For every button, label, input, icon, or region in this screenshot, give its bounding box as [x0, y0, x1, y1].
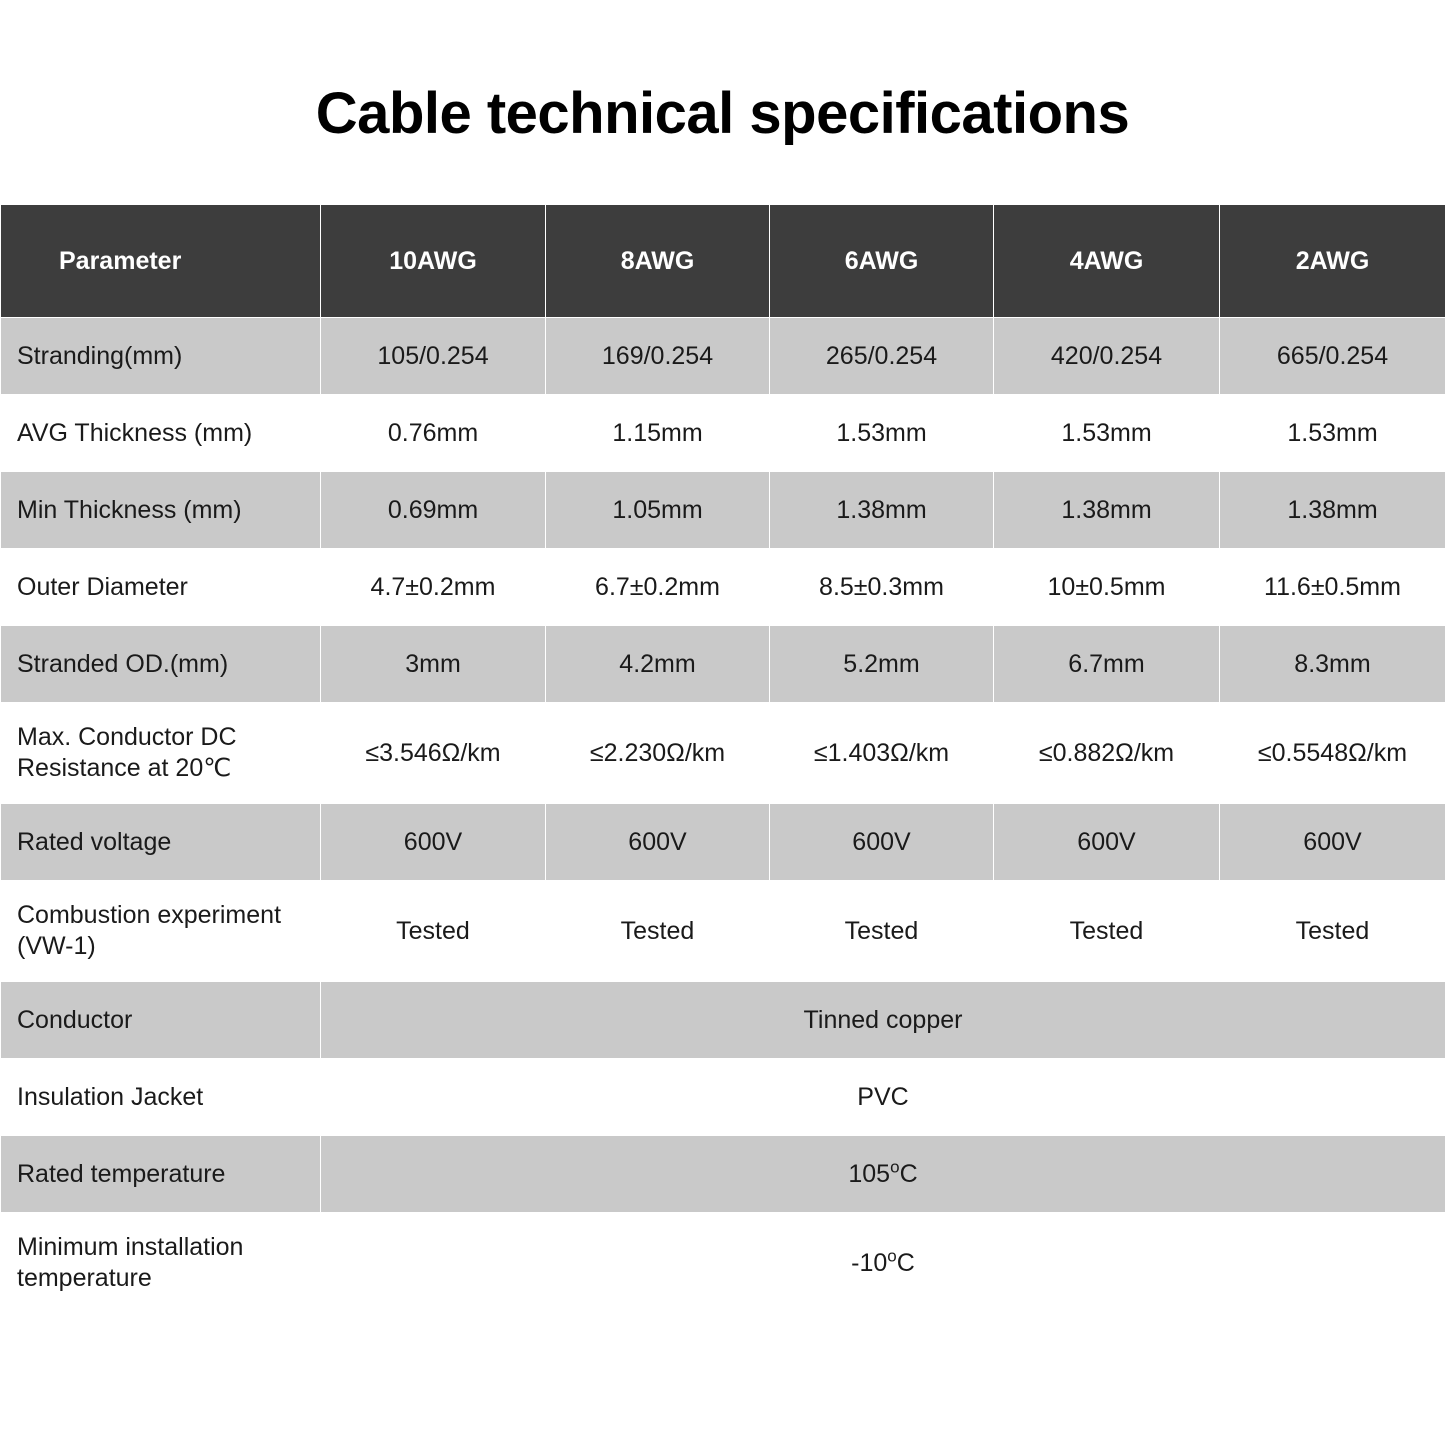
row-value: 4.2mm: [546, 625, 770, 702]
row-value: Tested: [546, 880, 770, 981]
row-value: 600V: [770, 803, 994, 880]
row-value: 8.5±0.3mm: [770, 548, 994, 625]
row-value: 1.38mm: [770, 471, 994, 548]
table-row: [1, 1135, 1445, 1212]
table-row: [1, 1212, 1445, 1313]
row-value: 5.2mm: [770, 625, 994, 702]
row-label: Conductor: [1, 981, 321, 1058]
row-value: 420/0.254: [994, 317, 1220, 394]
row-value: 600V: [994, 803, 1220, 880]
row-value: 1.15mm: [546, 394, 770, 471]
row-value: Tested: [321, 880, 546, 981]
row-value: ≤1.403Ω/km: [770, 702, 994, 803]
row-value: 1.53mm: [1220, 394, 1445, 471]
table-header-row: [1, 204, 1445, 317]
table-row: [1, 880, 1445, 981]
page-title: Cable technical specifications: [315, 81, 1130, 146]
table-row: [1, 702, 1445, 803]
row-label: Rated temperature: [1, 1135, 321, 1212]
table-row: [1, 394, 1445, 471]
table-row: [1, 625, 1445, 702]
row-value: 105/0.254: [321, 317, 546, 394]
table-header: [1, 204, 1445, 317]
row-label: Insulation Jacket: [1, 1058, 321, 1135]
row-label: Rated voltage: [1, 803, 321, 880]
column-header-10awg: 10AWG: [321, 204, 546, 317]
row-value: Tested: [1220, 880, 1445, 981]
row-value: 11.6±0.5mm: [1220, 548, 1445, 625]
row-value: 1.53mm: [770, 394, 994, 471]
row-value: 0.69mm: [321, 471, 546, 548]
row-value: 0.76mm: [321, 394, 546, 471]
table-row: [1, 317, 1445, 394]
row-value: 600V: [1220, 803, 1445, 880]
row-value: 665/0.254: [1220, 317, 1445, 394]
row-label: AVG Thickness (mm): [1, 394, 321, 471]
row-value-spanning: Tinned copper: [321, 981, 1445, 1058]
table-row: [1, 1058, 1445, 1135]
row-value: Tested: [994, 880, 1220, 981]
row-value: ≤3.546Ω/km: [321, 702, 546, 803]
row-value: 1.38mm: [1220, 471, 1445, 548]
row-label: Stranded OD.(mm): [1, 625, 321, 702]
row-value: 600V: [321, 803, 546, 880]
row-value: 3mm: [321, 625, 546, 702]
cable-spec-table: [0, 204, 1445, 1314]
table-row: [1, 471, 1445, 548]
row-value: ≤2.230Ω/km: [546, 702, 770, 803]
row-value: 1.53mm: [994, 394, 1220, 471]
column-header-parameter: Parameter: [1, 204, 321, 317]
row-value: ≤0.5548Ω/km: [1220, 702, 1445, 803]
row-label: Outer Diameter: [1, 548, 321, 625]
row-value: ≤0.882Ω/km: [994, 702, 1220, 803]
row-value: 8.3mm: [1220, 625, 1445, 702]
row-value: 6.7±0.2mm: [546, 548, 770, 625]
table-row: [1, 548, 1445, 625]
table-row: [1, 803, 1445, 880]
table-body: [1, 317, 1445, 1313]
row-value: 600V: [546, 803, 770, 880]
row-value: 169/0.254: [546, 317, 770, 394]
row-value-spanning: -10$^o$C: [321, 1212, 1445, 1313]
row-value-spanning: 105$^o$C: [321, 1135, 1445, 1212]
row-label: Max. Conductor DC Resistance at 20℃: [1, 702, 321, 803]
row-label: Stranding(mm): [1, 317, 321, 394]
column-header-2awg: 2AWG: [1220, 204, 1445, 317]
row-value: 1.05mm: [546, 471, 770, 548]
column-header-6awg: 6AWG: [770, 204, 994, 317]
row-value: 265/0.254: [770, 317, 994, 394]
row-value: 6.7mm: [994, 625, 1220, 702]
row-value: 10±0.5mm: [994, 548, 1220, 625]
row-value: Tested: [770, 880, 994, 981]
column-header-8awg: 8AWG: [546, 204, 770, 317]
row-label: Min Thickness (mm): [1, 471, 321, 548]
column-header-4awg: 4AWG: [994, 204, 1220, 317]
row-value-spanning: PVC: [321, 1058, 1445, 1135]
row-label: Combustion experiment (VW-1): [1, 880, 321, 981]
row-label: Minimum installation temperature: [1, 1212, 321, 1313]
table-row: [1, 981, 1445, 1058]
row-value: 4.7±0.2mm: [321, 548, 546, 625]
row-value: 1.38mm: [994, 471, 1220, 548]
spec-table-container: [0, 204, 1445, 1314]
